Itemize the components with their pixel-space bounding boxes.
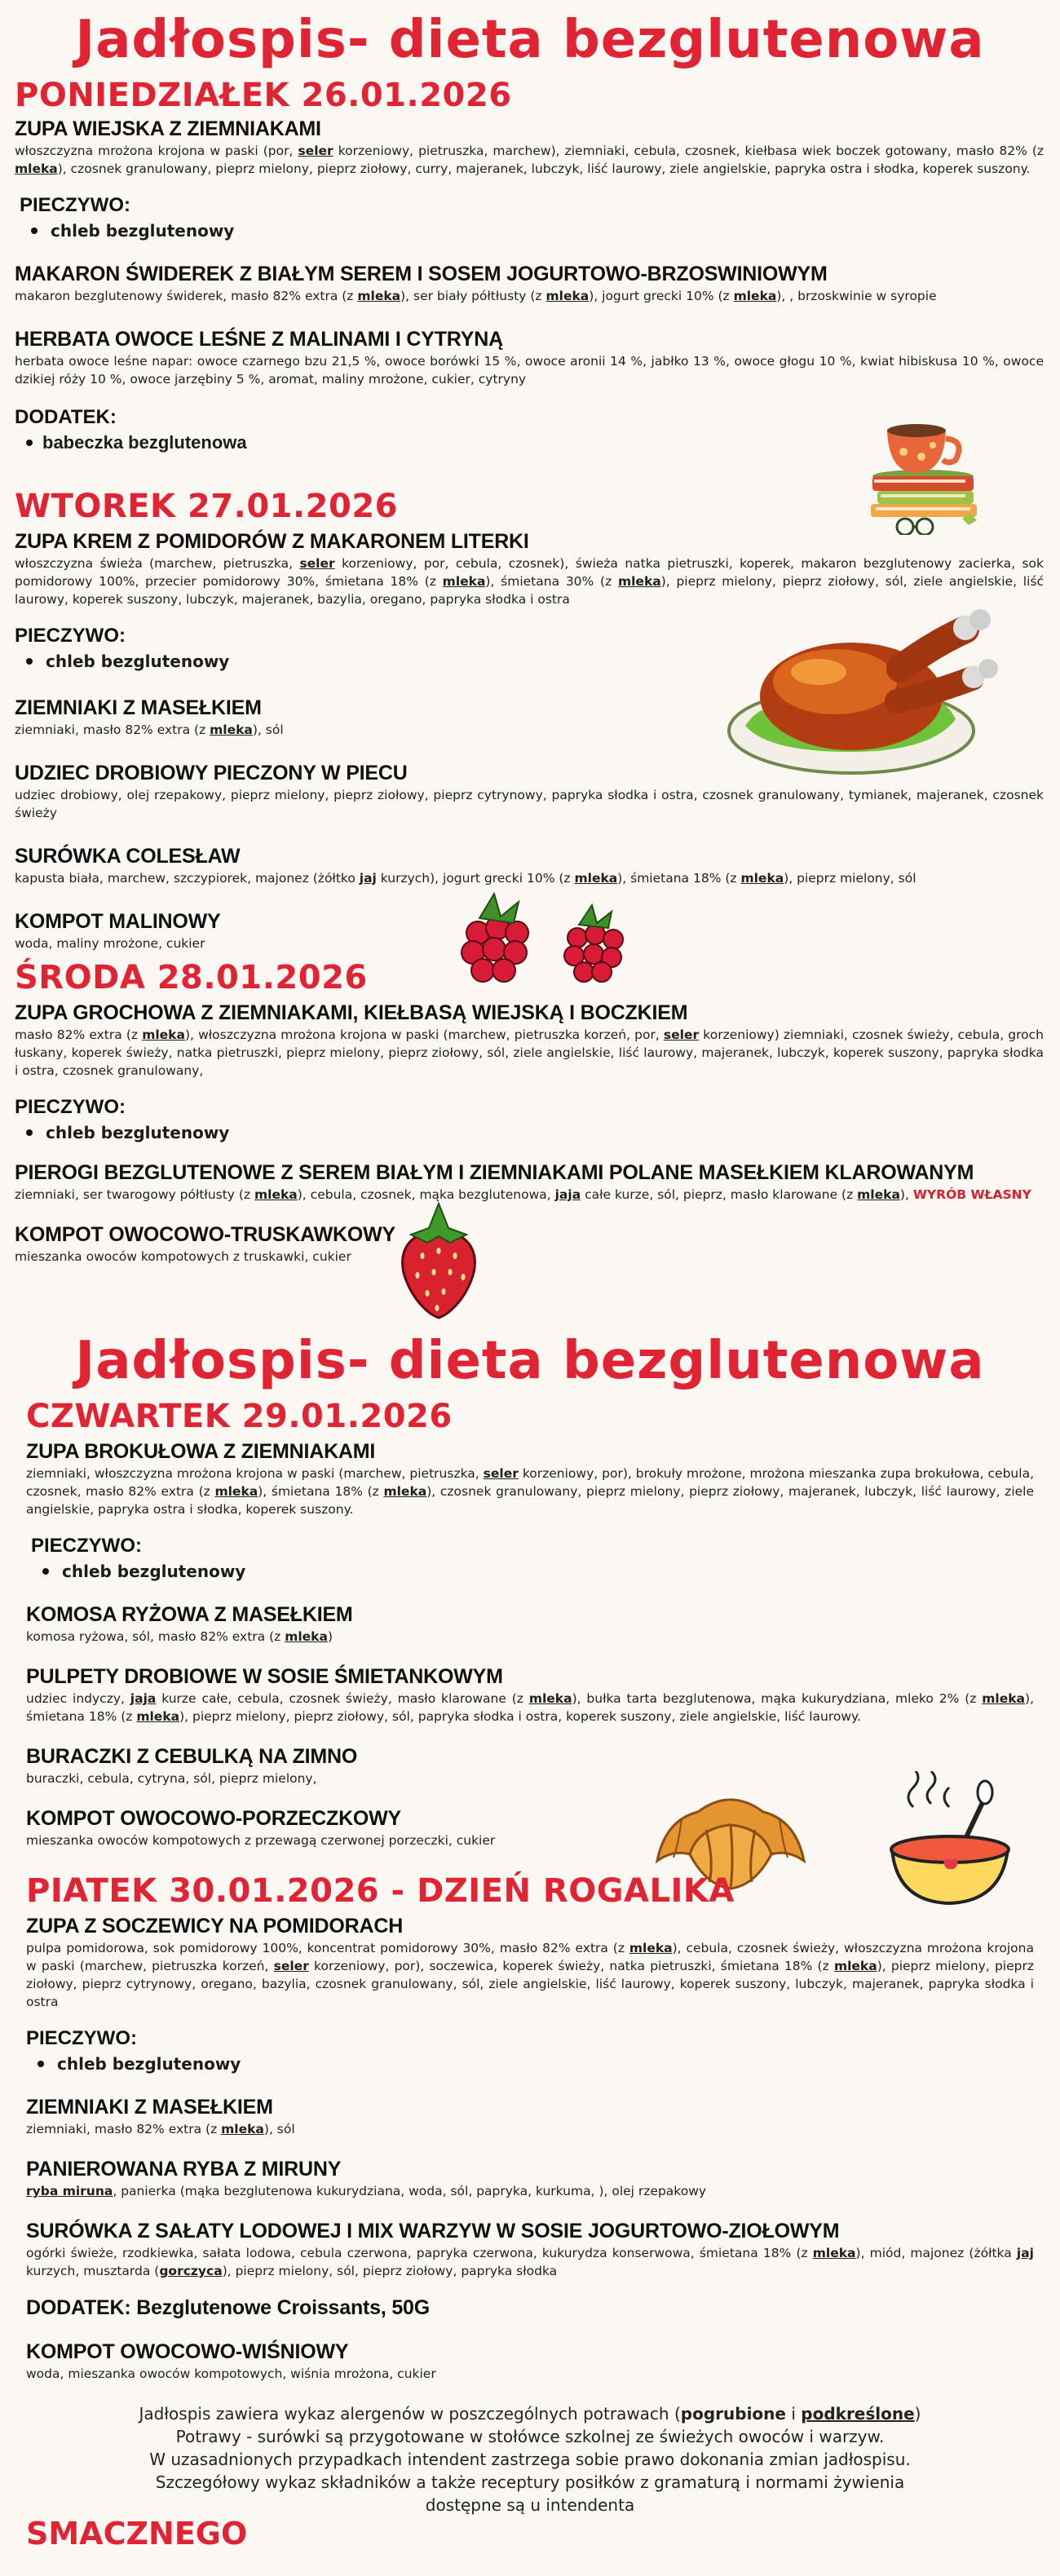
dish-ingredients: ogórki świeże, rzodkiewka, sałata lodowa, cebula czerwona, papryka czerwona, kukurydza konserwowa, śmietana 18% (z mleka), miód, majonez (żółtka jaj kurzych, musztarda (gorczyca), pieprz mielony, sól, pieprz ziołowy, papryka słodka	[26, 2246, 1034, 2278]
dish-ingredients: komosa ryżowa, sól, masło 82% extra (z mleka)	[26, 1629, 333, 1644]
dish-name: KOMPOT OWOCOWO-WIŚNIOWY	[26, 2340, 349, 2363]
dish-name: KOMPOT OWOCOWO-TRUSKAWKOWY	[15, 1223, 395, 1246]
dish-name: PANIEROWANA RYBA Z MIRUNY	[26, 2158, 342, 2181]
dish-name: KOMPOT MALINOWY	[15, 910, 221, 933]
dish-ingredients: masło 82% extra (z mleka), włoszczyzna mrożona krojona w paski (marchew, pietruszka korzeń, por, seler korzeniowy) ziemniaki, czosnek świeży, cebula, groch łuskany, koperek świeży, natka pietruszki, pieprz mielony, pieprz ziołowy, sól, ziele angielskie, liść laurowy, majeranek, lubczyk, koperek suszony, papryka słodka i ostra, czosnek granulowany,	[15, 1027, 1044, 1078]
dish-ingredients: mieszanka owoców kompotowych z truskawki, cukier	[15, 1249, 351, 1264]
dish-ingredients: buraczki, cebula, cytryna, sól, pieprz mielony,	[26, 1771, 317, 1786]
footer-line: W uzasadnionych przypadkach intendent zastrzega sobie prawo dokonania zmian jadłospisu.	[149, 2450, 911, 2469]
bread-item: chleb bezglutenowy	[15, 1120, 1044, 1145]
bread-label: PIECZYWO:	[20, 194, 130, 216]
dish-name: SURÓWKA COLESŁAW	[15, 845, 241, 868]
strawberry-icon	[390, 1199, 488, 1321]
dish-ingredients: udziec indyczy, jaja kurze całe, cebula, czosnek świeży, masło klarowane (z mleka), bułka tarta bezglutenowa, mąka kukurydziana, mleko 2% (z mleka), śmietana 18% (z mleka), pieprz mielony, pieprz ziołowy, sól, papryka słodka i ostra, koperek suszony, ziele angielskie, liść laurowy.	[26, 1691, 1034, 1724]
page-title-second: Jadłospis- dieta bezglutenowa	[75, 1331, 985, 1391]
dish-name: ZIEMNIAKI Z MASEŁKIEM	[26, 2096, 273, 2119]
extra-label: DODATEK:	[15, 406, 117, 428]
dish-name: PIEROGI BEZGLUTENOWE Z SEREM BIAŁYM I ZIEMNIAKAMI POLANE MASEŁKIEM KLAROWANYM	[15, 1161, 974, 1184]
dish-ingredients: pulpa pomidorowa, sok pomidorowy 100%, koncentrat pomidorowy 30%, masło 82% extra (z mleka), cebula, czosnek świeży, włoszczyzna mrożona krojona w paski (marchew, pietruszka korzeń, seler korzeniowy, por), soczewica, koperek świeży, natka pietruszki, śmietana 18% (z mleka), pieprz mielony, pieprz ziołowy, pieprz cytrynowy, oregano, bazylia, czosnek granulowany, sól, ziele angielskie, liść laurowy, koperek suszony, lubczyk, majeranek, papryka słodka i ostra	[26, 1941, 1034, 2009]
dish-ingredients: ziemniaki, ser twarogowy półtłusty (z mleka), cebula, czosnek, mąka bezglutenowa, jaja całe kurze, sól, pieprz, masło klarowane (z mleka), WYRÓB WŁASNY	[15, 1187, 1031, 1202]
dish-ingredients: woda, mieszanka owoców kompotowych, wiśnia mrożona, cukier	[26, 2366, 436, 2381]
dish-ingredients: udziec drobiowy, olej rzepakowy, pieprz mielony, pieprz ziołowy, pieprz cytrynowy, papryka słodka i ostra, czosnek granulowany, tymianek, majeranek, czosnek świeży	[15, 788, 1044, 820]
footer-line: dostępne są u intendenta	[425, 2495, 635, 2515]
footer-line: Potrawy - surówki są przygotowane w stołówce szkolnej ze świeżych owoców i warzyw.	[175, 2427, 885, 2446]
day-heading-thursday: CZWARTEK 29.01.2026	[26, 1398, 453, 1435]
bread-label: PIECZYWO:	[26, 2027, 137, 2049]
dish-ingredients: herbata owoce leśne napar: owoce czarnego bzu 21,5 %, owoce borówki 15 %, owoce aronii 14 %, jabłko 13 %, owoce głogu 10 %, kwiat hibiskusa 10 %, owoce dzikiej róży 10 %, owoce jarzębiny 5 %, aromat, maliny mrożone, cukier, cytryny	[15, 354, 1044, 387]
bread-label: PIECZYWO:	[31, 1535, 142, 1557]
dish-name: ZUPA WIEJSKA Z ZIEMNIAKAMI	[15, 117, 321, 140]
dish-ingredients: kapusta biała, marchew, szczypiorek, majonez (żółtko jaj kurzych), jogurt grecki 10% (z mleka), śmietana 18% (z mleka), pieprz mielony, sól	[15, 871, 916, 886]
closing-text: SMACZNEGO	[26, 2516, 248, 2552]
dish-name: ZUPA GROCHOWA Z ZIEMNIAKAMI, KIEŁBASĄ WIEJSKĄ I BOCZKIEM	[15, 1001, 688, 1024]
roast-chicken-icon	[721, 587, 1014, 783]
raspberry-icon	[447, 886, 643, 990]
dish-ingredients: ziemniaki, masło 82% extra (z mleka), sól	[15, 722, 284, 737]
dish-ingredients: ryba miruna, panierka (mąka bezglutenowa kukurydziana, woda, sól, papryka, kurkuma, ), olej rzepakowy	[26, 2184, 707, 2198]
bread-item: chleb bezglutenowy	[31, 1559, 1034, 1584]
dish-ingredients: makaron bezglutenowy świderek, masło 82% extra (z mleka), ser biały półtłusty (z mleka), jogurt grecki 10% (z mleka), , brzoskwinie w syropie	[15, 289, 937, 303]
dish-name: HERBATA OWOCE LEŚNE Z MALINAMI I CYTRYNĄ	[15, 328, 503, 351]
dish-name: UDZIEC DROBIOWY PIECZONY W PIECU	[15, 762, 408, 784]
extra-label: DODATEK: Bezglutenowe Croissants, 50G	[26, 2296, 430, 2319]
dish-name: PULPETY DROBIOWE W SOSIE ŚMIETANKOWYM	[26, 1665, 503, 1688]
dish-ingredients: woda, maliny mrożone, cukier	[15, 936, 205, 951]
bread-item: chleb bezglutenowy	[15, 649, 1044, 674]
dish-ingredients: włoszczyzna świeża (marchew, pietruszka, seler korzeniowy, por, cebula, czosnek), świeża natka pietruszki, koperek, makaron bezglutenowy zacierka, sok pomidorowy 100%, przecier pomidorowy 30%, śmietana 18% (z mleka), śmietana 30% (z mleka), pieprz mielony, pieprz ziołowy, sól, ziele angielskie, liść laurowy, koperek suszony, lubczyk, majeranek, bazylia, oregano, papryka słodka i ostra	[15, 556, 1044, 607]
wednesday-menu	[15, 1000, 1044, 1266]
dish-name: MAKARON ŚWIDEREK Z BIAŁYM SEREM I SOSEM JOGURTOWO-BRZOSWINIOWYM	[15, 263, 828, 285]
footer-note	[82, 2402, 978, 2516]
dish-name: ZUPA KREM Z POMIDORÓW Z MAKARONEM LITERKI	[15, 530, 529, 553]
footer-line: Jadłospis zawiera wykaz alergenów w poszczególnych potrawach (pogrubione i podkreślone)	[139, 2404, 921, 2424]
teacup-books-icon	[864, 398, 995, 535]
dish-ingredients: ziemniaki, włoszczyzna mrożona krojona w paski (marchew, pietruszka, seler korzeniowy, por), brokuły mrożone, mrożona mieszanka zupa brokułowa, cebula, czosnek, masło 82% extra (z mleka), śmietana 18% (z mleka), czosnek granulowany, pieprz mielony, pieprz ziołowy, majeranek, lubczyk, liść laurowy, ziele angielskie, papryka ostra i słodka, koperek suszony.	[26, 1466, 1035, 1517]
day-heading-friday: PIATEK 30.01.2026 - DZIEŃ ROGALIKA	[26, 1872, 735, 1910]
dish-name: BURACZKI Z CEBULKĄ NA ZIMNO	[26, 1745, 358, 1768]
bread-item: chleb bezglutenowy	[26, 2052, 1034, 2076]
dish-name: ZUPA Z SOCZEWICY NA POMIDORACH	[26, 1915, 404, 1938]
dish-name: ZIEMNIAKI Z MASEŁKIEM	[15, 696, 262, 719]
dish-ingredients: mieszanka owoców kompotowych z przewagą czerwonej porzeczki, cukier	[26, 1833, 496, 1848]
page-title: Jadłospis- dieta bezglutenowa	[75, 10, 985, 70]
dish-name: ZUPA BROKUŁOWA Z ZIEMNIAKAMI	[26, 1440, 376, 1463]
extra-item: babeczka bezglutenowa	[15, 431, 1044, 455]
bread-label: PIECZYWO:	[15, 625, 126, 647]
dish-name: SURÓWKA Z SAŁATY LODOWEJ I MIX WARZYW W SOSIE JOGURTOWO-ZIOŁOWYM	[26, 2220, 840, 2242]
dish-ingredients: ziemniaki, masło 82% extra (z mleka), sól	[26, 2122, 295, 2136]
day-heading-monday: PONIEDZIAŁEK 26.01.2026	[15, 77, 512, 114]
friday-menu	[26, 1913, 1034, 2383]
dish-ingredients: włoszczyzna mrożona krojona w paski (por, seler korzeniowy, pietruszka, marchew), ziemniaki, cebula, czosnek, kiełbasa wiek boczek gotowany, masło 82% (z mleka), czosnek granulowany, pieprz mielony, pieprz ziołowy, curry, majeranek, lubczyk, liść laurowy, ziele angielskie, papryka ostra i słodka, koperek suszony.	[15, 144, 1045, 176]
day-heading-tuesday: WTOREK 27.01.2026	[15, 488, 399, 525]
day-heading-wednesday: ŚRODA 28.01.2026	[15, 959, 368, 996]
dish-name: KOMPOT OWOCOWO-PORZECZKOWY	[26, 1807, 402, 1830]
bread-label: PIECZYWO:	[15, 1096, 126, 1118]
soup-bowl-icon	[881, 1771, 1019, 1915]
footer-line: Szczegółowy wykaz składników a także receptury posiłków z gramaturą i normami żywienia	[155, 2472, 905, 2492]
bread-item: chleb bezglutenowy	[20, 219, 1044, 243]
dish-name: KOMOSA RYŻOWA Z MASEŁKIEM	[26, 1603, 353, 1626]
